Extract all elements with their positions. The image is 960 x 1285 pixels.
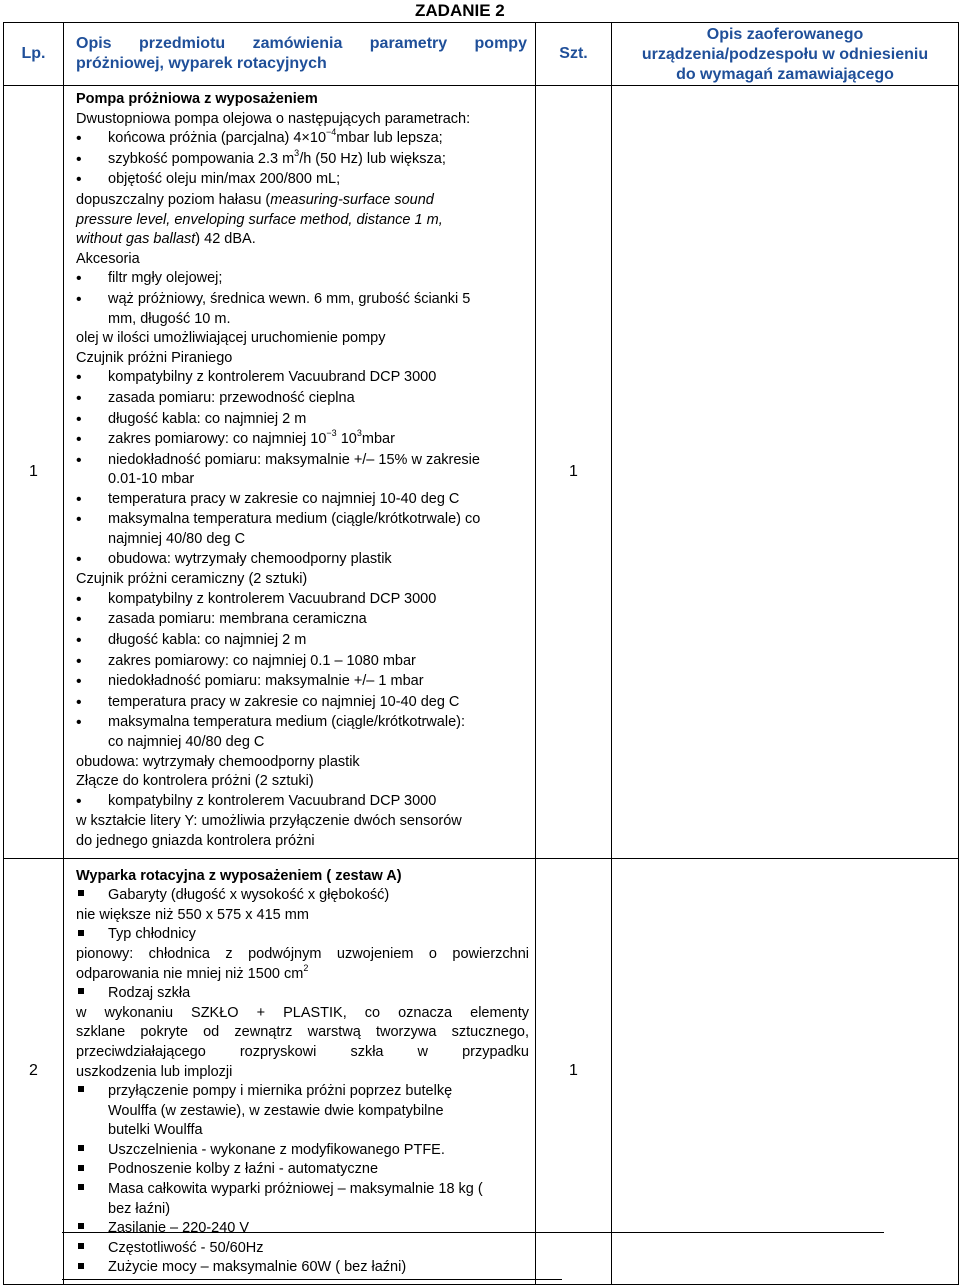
header-description-line1: Opis przedmiotu zamówienia parametry pompy <box>76 35 527 52</box>
bullet-icon <box>76 410 108 431</box>
square-bullet-icon <box>76 1239 108 1259</box>
square-bullet-icon <box>76 984 108 1004</box>
row-number: 2 <box>4 858 64 1284</box>
bullet-icon <box>76 713 108 752</box>
list-item: • zakres pomiarowy: co najmniej 0.1 – 1080 mbar <box>76 652 529 673</box>
bullet-icon <box>76 672 108 693</box>
item-title: Pompa próżniowa z wyposażeniem <box>76 91 318 107</box>
list-item: • długość kabla: co najmniej 2 m <box>76 410 529 431</box>
list-item: Typ chłodnicy <box>76 925 529 945</box>
bullet-icon <box>76 652 108 673</box>
list-item: • niedokładność pomiaru: maksymalnie +/– 1 mbar <box>76 672 529 693</box>
bullet-icon <box>76 550 108 571</box>
bullet-icon <box>76 269 108 290</box>
footer-divider <box>62 1232 884 1233</box>
header-lp: Lp. <box>4 23 64 86</box>
item-title: Wyparka rotacyjna z wyposażeniem ( zestaw A) <box>76 867 402 884</box>
list-item: przyłączenie pompy i miernika próżni poprzez butelkę Woulffa (w zestawie), w zestawie dwie kompatybilne butelki Woulffa <box>76 1082 529 1141</box>
header-description <box>64 23 536 86</box>
list-item: Częstotliwość - 50/60Hz <box>76 1239 529 1259</box>
square-bullet-icon <box>76 1160 108 1180</box>
bullet-icon <box>76 129 108 150</box>
list-item: Zużycie mocy – maksymalnie 60W ( bez łaźni) <box>76 1258 529 1278</box>
table-row <box>4 858 959 1284</box>
list-item: • zakres pomiarowy: co najmniej $10^{-3}$ $10^3mbar$ <box>76 430 529 451</box>
list-item: • zasada pomiaru: przewodność cieplna <box>76 389 529 410</box>
bullet-icon <box>76 170 108 191</box>
header-offer-description: Opis zaoferowanego urządzenia/podzespołu w odniesieniu do wymagań zamawiającego <box>612 23 959 86</box>
quantity-cell: 1 <box>536 858 612 1284</box>
signature-line <box>62 1279 562 1280</box>
square-bullet-icon <box>76 1219 108 1239</box>
bullet-icon <box>76 610 108 631</box>
section-heading: Akcesoria <box>76 250 140 267</box>
list-item: • długość kabla: co najmniej 2 m <box>76 631 529 652</box>
square-bullet-icon <box>76 1141 108 1161</box>
list-item: Podnoszenie kolby z łaźni - automatyczne <box>76 1160 529 1180</box>
task-title: ZADANIE 2 <box>415 1 505 20</box>
list-item: Uszczelnienia - wykonane z modyfikowanego PTFE. <box>76 1141 529 1161</box>
list-item: • maksymalna temperatura medium (ciągle/krótkotrwale): co najmniej 40/80 deg C <box>76 713 529 752</box>
bullet-icon <box>76 389 108 410</box>
table-row <box>4 86 959 859</box>
list-item: Masa całkowita wyparki próżniowej – maksymalnie 18 kg ( bez łaźni) <box>76 1180 529 1219</box>
bullet-icon <box>76 510 108 549</box>
list-item: Gabaryty (długość x wysokość x głębokość) <box>76 886 529 906</box>
row-number: 1 <box>4 86 64 859</box>
square-bullet-icon <box>76 1180 108 1219</box>
list-item: • filtr mgły olejowej; <box>76 269 529 290</box>
specification-table <box>3 22 959 1285</box>
square-bullet-icon <box>76 925 108 945</box>
offer-description-cell <box>612 86 959 859</box>
list-item: • kompatybilny z kontrolerem Vacuubrand DCP 3000 <box>76 368 529 389</box>
list-item: • kompatybilny z kontrolerem Vacuubrand DCP 3000 <box>76 590 529 611</box>
bullet-icon <box>76 430 108 451</box>
section-heading: Złącze do kontrolera próżni (2 sztuki) <box>76 773 314 790</box>
table-header-row <box>4 23 959 86</box>
list-item: • niedokładność pomiaru: maksymalnie +/– 15% w zakresie 0.01-10 mbar <box>76 451 529 490</box>
offer-description-cell <box>612 858 959 1284</box>
list-item: • końcowa próżnia (parcjalna) $4\times 10^{-4}mbar$ lub lepsza; <box>76 129 529 150</box>
list-item: • zasada pomiaru: membrana ceramiczna <box>76 610 529 631</box>
list-item: Rodzaj szkła <box>76 984 529 1004</box>
section-heading: Czujnik próżni ceramiczny (2 sztuki) <box>76 571 308 588</box>
bullet-icon <box>76 590 108 611</box>
bullet-icon <box>76 792 108 813</box>
section-heading: Czujnik próżni Piraniego <box>76 349 233 366</box>
square-bullet-icon <box>76 1258 108 1278</box>
bullet-icon <box>76 490 108 511</box>
bullet-icon <box>76 451 108 490</box>
square-bullet-icon <box>76 1082 108 1141</box>
list-item: • obudowa: wytrzymały chemoodporny plastik <box>76 550 529 571</box>
list-item: • kompatybilny z kontrolerem Vacuubrand DCP 3000 <box>76 792 529 813</box>
bullet-icon <box>76 693 108 714</box>
bullet-icon <box>76 368 108 389</box>
item-description: Wyparka rotacyjna z wyposażeniem ( zestaw A) Gabaryty (długość x wysokość x głębokość) nie większe niż 550 x 575 x 415 mm Typ chłodnicy pionowy: chłodnica z podwójnym uzwojeniem o powierzchni odparowania nie mniej niż 1500 $cm^2$ Rodzaj szkła w wykonaniu SZKŁO + PLASTIK, co oznacza elementy szklane pokryte od zewnątrz warstwą tworzywa sztucznego, przeciwdziałającego rozpryskowi szkła w przypadku uszkodzenia lub implozji przyłączenie pompy i miernika próżni poprzez butelkę Woulffa (w zestawie), w zestawie dwie kompatybilne butelki Woulffa Uszczelnienia - wykonane z modyfikowanego PTFE. Podnoszenie kolby z łaźni - automatyczne Masa całkowita wyparki próżniowej – maksymalnie 18 kg ( bez łaźni) Zasilanie – 220-240 V Częstotliwość - 50/60Hz Zużycie mocy – maksymalnie 60W ( bez łaźni) <box>64 858 536 1284</box>
bullet-icon <box>76 290 108 329</box>
list-item: • maksymalna temperatura medium (ciągle/krótkotrwale) co najmniej 40/80 deg C <box>76 510 529 549</box>
header-quantity: Szt. <box>536 23 612 86</box>
quantity-cell: 1 <box>536 86 612 859</box>
header-description-line2: próżniowej, wyparek rotacyjnych <box>76 55 327 72</box>
item-description: Pompa próżniowa z wyposażeniem Dwustopniowa pompa olejowa o następujących parametrach: • końcowa próżnia (parcjalna) $4\times 10^{-4}mbar$ lub lepsza; • szybkość pompowania 2.3 $m^3/h$ (50 Hz) lub większa; • objętość oleju min/max 200/800 mL; dopuszczalny poziom hałasu (measuring-surface sound pressure level, enveloping surface method, distance 1 m, without gas ballast) 42 dBA. Akcesoria • filtr mgły olejowej; • wąż próżniowy, średnica wewn. 6 mm, grubość ścianki 5 mm, długość 10 m. olej w ilości umożliwiającej uruchomienie pompy Czujnik próżni Piraniego • kompatybilny z kontrolerem Vacuubrand DCP 3000 • zasada pomiaru: przewodność cieplna • długość kabla: co najmniej 2 m • zakres pomiarowy: co najmniej $10^{-3}$ $10^3mbar$ • niedokładność pomiaru: maksymalnie +/– 15% w zakresie 0.01-10 mbar • temperatura pracy w zakresie co najmniej 10-40 deg C • maksymalna temperatura medium (ciągle/krótkotrwale) co najmniej 40/80 deg C • obudowa: wytrzymały chemoodporny plastik Czujnik próżni ceramiczny (2 sztuki) • kompatybilny z kontrolerem Vacuubrand DCP 3000 • zasada pomiaru: membrana ceramiczna • długość kabla: co najmniej 2 m • zakres pomiarowy: co najmniej 0.1 – 1080 mbar • niedokładność pomiaru: maksymalnie +/– 1 mbar • temperatura pracy w zakresie co najmniej 10-40 deg C • maksymalna temperatura medium (ciągle/krótkotrwale): co najmniej 40/80 deg C obudowa: wytrzymały chemoodporny plastik Złącze do kontrolera próżni (2 sztuki) • kompatybilny z kontrolerem Vacuubrand DCP 3000 w kształcie litery Y: umożliwia przyłączenie dwóch sensorów do jednego gniazda kontrolera próżni <box>64 86 536 859</box>
list-item: • objętość oleju min/max 200/800 mL; <box>76 170 529 191</box>
list-item: • szybkość pompowania 2.3 $m^3/h$ (50 Hz) lub większa; <box>76 150 529 171</box>
list-item: Zasilanie – 220-240 V <box>76 1219 529 1239</box>
list-item: • temperatura pracy w zakresie co najmniej 10-40 deg C <box>76 490 529 511</box>
bullet-icon <box>76 150 108 171</box>
bullet-icon <box>76 631 108 652</box>
list-item: • temperatura pracy w zakresie co najmniej 10-40 deg C <box>76 693 529 714</box>
list-item: • wąż próżniowy, średnica wewn. 6 mm, grubość ścianki 5 mm, długość 10 m. <box>76 290 529 329</box>
square-bullet-icon <box>76 886 108 906</box>
